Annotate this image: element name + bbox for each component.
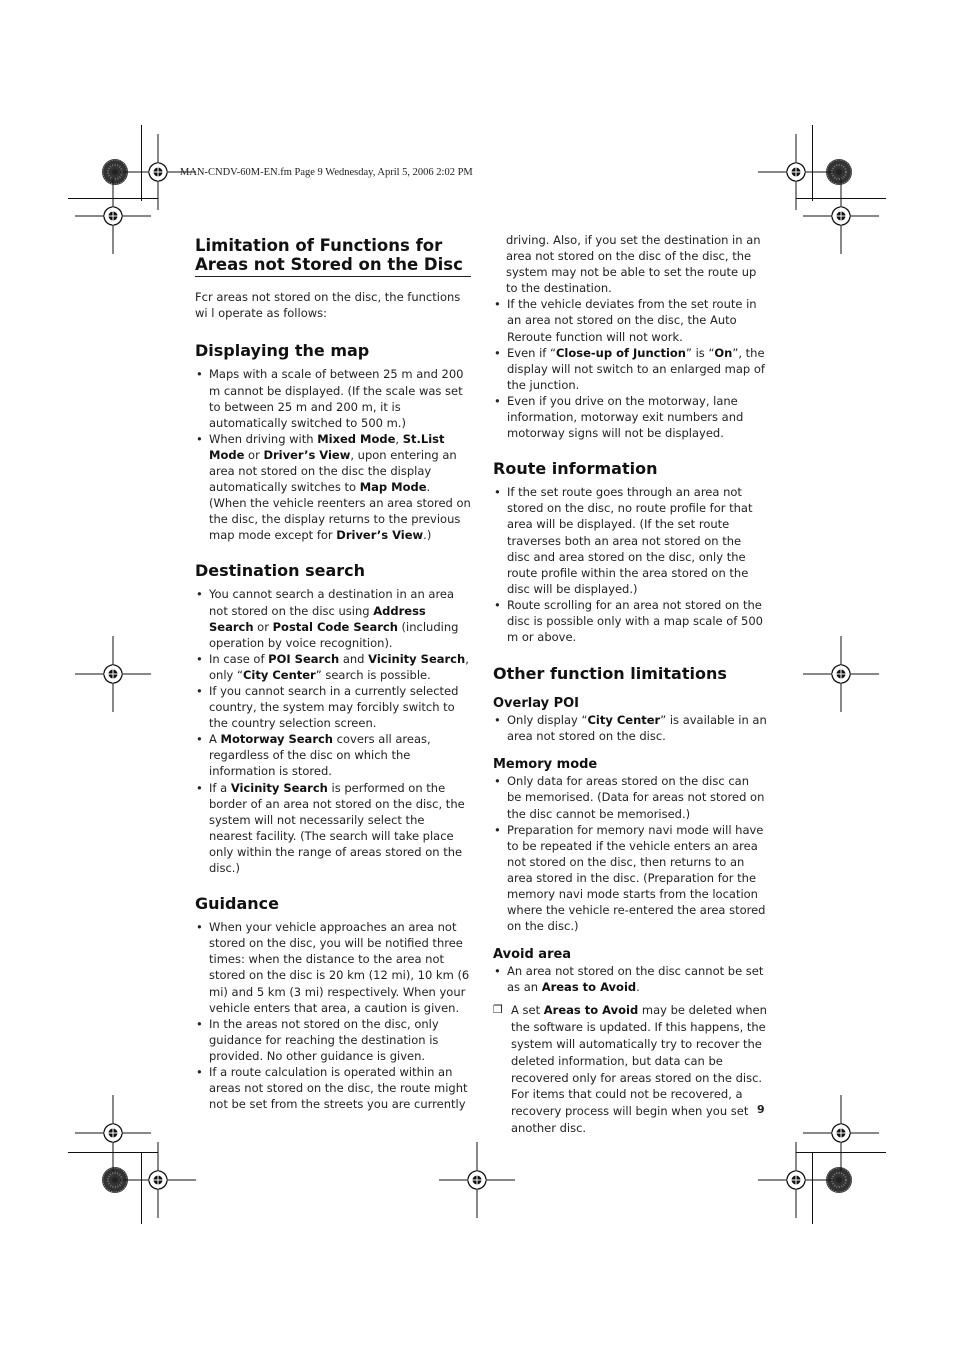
- list-dest: [195, 586, 471, 876]
- list-item: • If a Vicinity Search is performed on the border of an area not stored on the disc, the system will not necessarily select the nearest facility. (The search will take place only within the range of areas stored on the disc.): [196, 780, 465, 876]
- list-item: • In the areas not stored on the disc, only guidance for reaching the destination is provided. No other guidance is given.: [196, 1016, 439, 1063]
- list-item: • Even if you drive on the motorway, lane information, motorway exit numbers and motorway signs will not be displayed.: [494, 393, 744, 441]
- bullet-icon: •: [494, 964, 501, 979]
- list-item: • A Motorway Search covers all areas, regardless of the disc on which the information is stored.: [196, 732, 431, 779]
- bullet-icon: •: [196, 651, 203, 666]
- heading-route-information: Route information: [493, 459, 658, 479]
- list-avoid: [493, 963, 767, 995]
- subheading-avoid-area: Avoid area: [493, 947, 572, 963]
- list-item: • You cannot search a destination in an area not stored on the disc using Address Search or Postal Code Search (including operation by voice recognition).: [196, 587, 459, 650]
- list-item: • If the set route goes through an area not stored on the disc, no route profile for that area will be displayed. (If the set route traverses both an area not stored on the disc and area stored on the disc, only the route profile within the area stored on the disc will be displayed.): [494, 485, 753, 596]
- list-map: [195, 366, 471, 543]
- list-overlay: [493, 712, 767, 744]
- bullet-icon: •: [494, 713, 501, 728]
- list-item: • When driving with Mixed Mode, St.List Mode or Driver’s View, upon entering an area not stored on the disc the display automatically switches to Map Mode. (When the vehicle reenters an area stored on the disc, the display returns to the previous map mode except for Driver’s View.): [196, 431, 471, 543]
- checkbox-icon: ❒: [493, 1003, 503, 1017]
- list-item: • If a route calculation is operated within an areas not stored on the disc, the route might not be set from the streets you are currently: [196, 1064, 468, 1112]
- file-header: MAN-CNDV-60M-EN.fm Page 9 Wednesday, April 5, 2006 2:02 PM: [180, 167, 473, 178]
- list-guidance-cont: [493, 232, 767, 441]
- list-guidance: [195, 919, 471, 1112]
- bullet-icon: •: [196, 431, 203, 446]
- subheading-memory-mode: Memory mode: [493, 757, 598, 773]
- list-memory: [493, 773, 767, 934]
- list-item: • If you cannot search in a currently selected country, the system may forcibly switch to the country selection screen.: [196, 684, 459, 731]
- list-item: • In case of POI Search and Vicinity Search, only “City Center” search is possible.: [196, 651, 469, 682]
- list-item: driving. Also, if you set the destination in an area not stored on the disc of the disc, the system may not be able to set the route up to the destination.: [506, 233, 761, 296]
- list-item: • If the vehicle deviates from the set route in an area not stored on the disc, the Auto Reroute function will not work.: [494, 297, 757, 344]
- subheading-overlay-poi: Overlay POI: [493, 696, 579, 712]
- page-number: 9: [757, 1103, 765, 1116]
- bullet-icon: •: [196, 780, 203, 795]
- page-title: Limitation of Functions for Areas not Stored on the Disc: [195, 236, 471, 277]
- list-item: • Maps with a scale of between 25 m and 200 m cannot be displayed. (If the scale was set to between 25 m and 200 m, it is automatically switched to 500 m.): [196, 367, 464, 430]
- list-item: • When your vehicle approaches an area not stored on the disc, you will be notified three times: when the distance to the area not stored on the disc is 20 km (12 mi), 10 km (6 mi) and 5 km (3 mi) respectively. When your vehicle enters that area, a caution is given.: [196, 920, 470, 1015]
- list-route: [493, 484, 767, 645]
- note-item: ❒ A set Areas to Avoid may be deleted when the software is updated. If this happens, the system will automatically try to recover the deleted information, but data can be recovered only for areas stored on the disc. For items that could not be recovered, a recovery process will begin when you set another disc.: [493, 1003, 767, 1136]
- heading-displaying-map: Displaying the map: [195, 341, 370, 361]
- bullet-icon: •: [494, 345, 501, 360]
- list-item: • Only display “City Center” is available in an area not stored on the disc.: [494, 713, 767, 744]
- bullet-icon: •: [196, 732, 203, 747]
- intro-text: Fcr areas not stored on the disc, the functions wi l operate as follows:: [195, 290, 461, 321]
- list-item: • Preparation for memory navi mode will have to be repeated if the vehicle enters an area not stored on the disc, then returns to an area stored in the disc. (Preparation for the memory navi mode starts from the location where the vehicle re-entered the area stored on the disc.): [494, 822, 766, 934]
- bullet-icon: •: [196, 587, 203, 602]
- right-column: [493, 232, 767, 1137]
- list-item: • An area not stored on the disc cannot be set as an Areas to Avoid.: [494, 964, 764, 995]
- list-item: • Only data for areas stored on the disc can be memorised. (Data for areas not stored on the disc cannot be memorised.): [494, 774, 765, 821]
- list-note: [493, 1002, 767, 1136]
- left-column: [195, 232, 471, 1112]
- list-item: • Even if “Close-up of Junction” is “On”, the display will not switch to an enlarged map of the junction.: [494, 345, 765, 392]
- heading-other-limitations: Other function limitations: [493, 664, 727, 684]
- heading-guidance: Guidance: [195, 894, 279, 914]
- list-item: • Route scrolling for an area not stored on the disc is possible only with a map scale of 500 m or above.: [494, 597, 763, 645]
- heading-destination-search: Destination search: [195, 561, 365, 581]
